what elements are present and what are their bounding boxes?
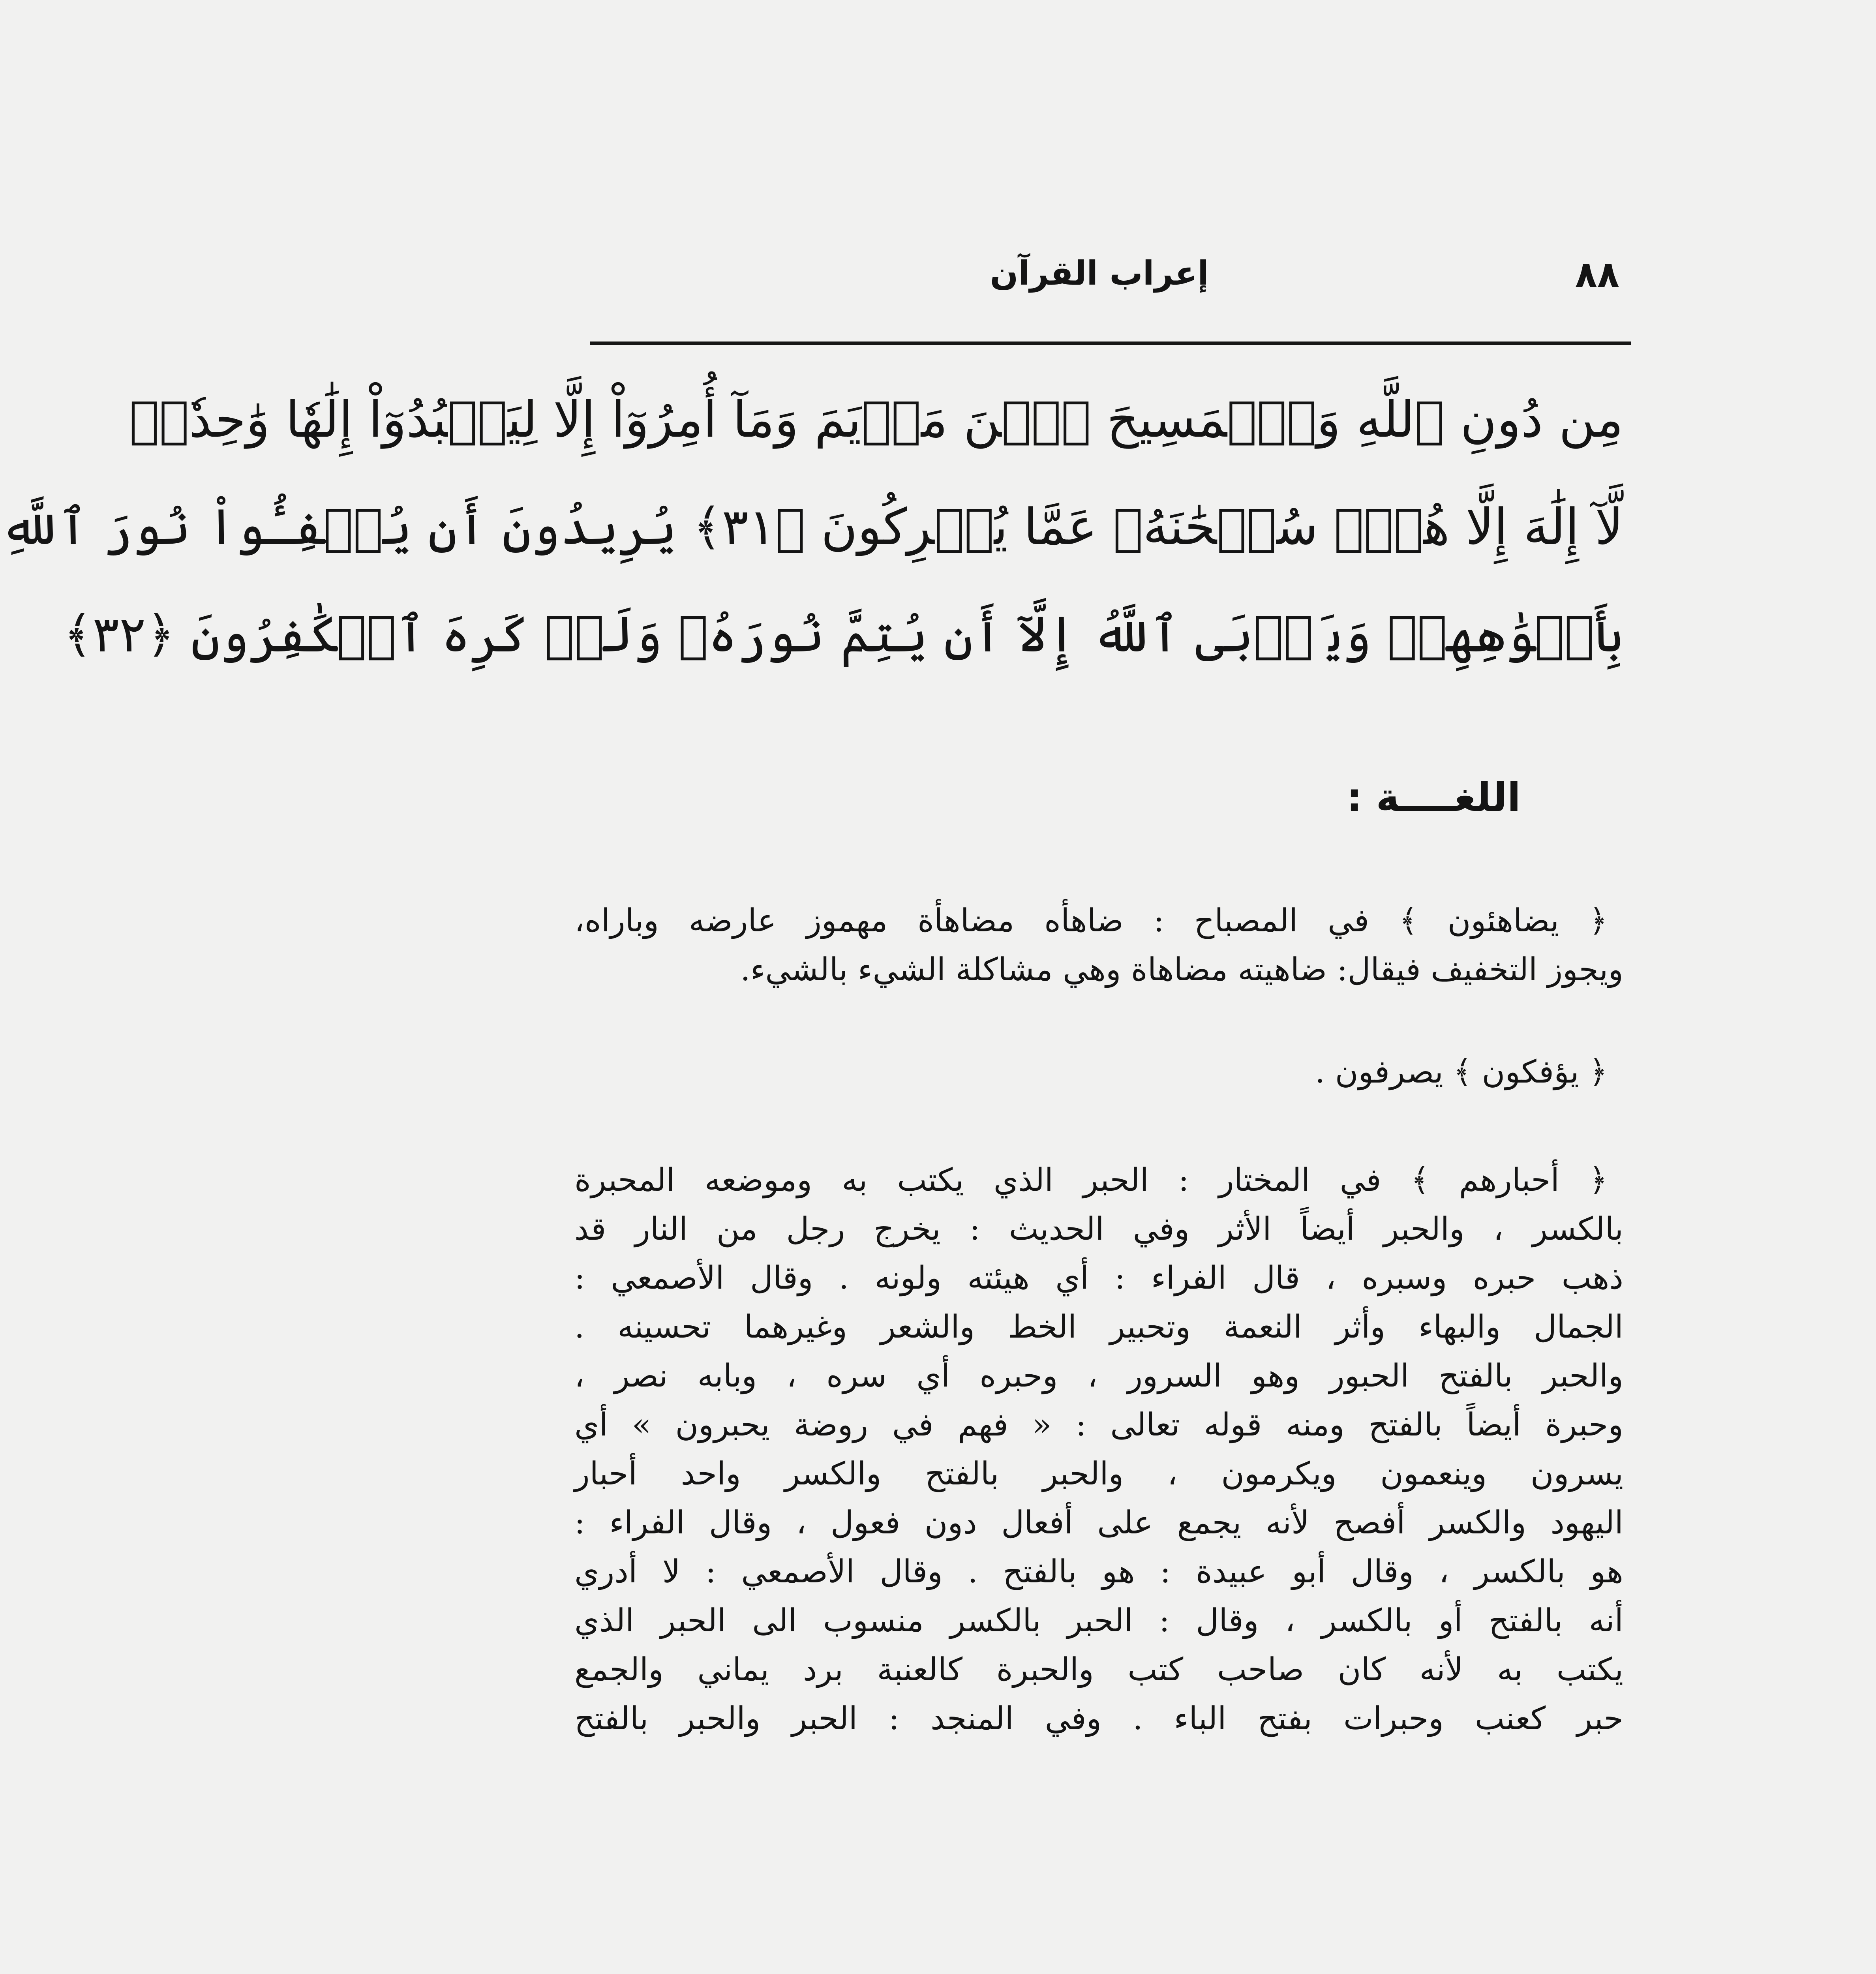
text-line: ﴿ أحبارهم ﴾ في المختار : الحبر الذي يكتب به وموضعه المحبرة <box>574 1162 1608 1198</box>
vocabulary-commentary <box>574 896 1623 1743</box>
text-line: ﴿ يضاهئون ﴾ في المصباح : ضاهأه مضاهأة مهموز عارضه وباراه، <box>574 902 1608 939</box>
text-line: بالكسر ، والحبر أيضاً الأثر وفي الحديث : يخرج رجل من النار قد <box>574 1210 1623 1247</box>
header-divider <box>590 342 1631 345</box>
paragraph-spacer <box>574 1096 1623 1156</box>
quran-line: مِن دُونِ ٱللَّهِ وَٱلۡمَسِيحَ ٱبۡنَ مَرۡيَمَ وَمَآ أُمِرُوٓاْ إِلَّا لِيَعۡبُدُوٓاْ إِلَٰهٗا وَٰحِدٗاۖ <box>129 390 1623 448</box>
text-line: ويجوز التخفيف فيقال: ضاهيته مضاهاة وهي مشاكلة الشيء بالشيء. <box>740 951 1623 988</box>
paragraph-yudahi-un <box>574 896 1623 994</box>
text-line: ﴿ يؤفكون ﴾ يصرفون . <box>1315 1053 1608 1090</box>
page-header <box>594 241 1619 312</box>
page-number: ٨٨ <box>1575 253 1619 296</box>
text-line: والحبر بالفتح الحبور وهو السرور ، وحبره أي سره ، وبابه نصر ، <box>574 1357 1623 1394</box>
text-line: حبر كعنب وحبرات بفتح الباء . وفي المنجد : الحبر والحبر بالفتح <box>574 1700 1623 1737</box>
text-line: يسرون وينعمون ويكرمون ، والحبر بالفتح والكسر واحد أحبار <box>574 1455 1623 1492</box>
text-line: ذهب حبره وسبره ، قال الفراء : أي هيئته ولونه . وقال الأصمعي : <box>574 1259 1623 1296</box>
paragraph-ahbarahum <box>574 1156 1623 1743</box>
quran-verses <box>0 390 1623 717</box>
text-line: هو بالكسر ، وقال أبو عبيدة : هو بالفتح . وقال الأصمعي : لا أدري <box>574 1553 1623 1590</box>
paragraph-yufakun <box>574 1047 1623 1096</box>
text-line: الجمال والبهاء وأثر النعمة وتحبير الخط والشعر وغيرهما تحسينه . <box>574 1308 1623 1345</box>
text-line: اليهود والكسر أفصح لأنه يجمع على أفعال دون فعول ، وقال الفراء : <box>574 1504 1624 1541</box>
paragraph-spacer <box>574 994 1623 1047</box>
section-title: اللغــــة : <box>1346 774 1521 820</box>
text-line: وحبرة أيضاً بالفتح ومنه قوله تعالى : « فهم في روضة يحبرون » أي <box>574 1406 1623 1443</box>
text-line: أنه بالفتح أو بالكسر ، وقال : الحبر بالكسر منسوب الى الحبر الذي <box>574 1602 1623 1639</box>
text-line: يكتب به لأنه كان صاحب كتب والحبرة كالعنبة برد يماني والجمع <box>574 1651 1623 1688</box>
running-title: إعراب القرآن <box>990 254 1209 293</box>
quran-line: بِأَفۡوَٰهِهِمۡ وَيَأۡبَى ٱللَّهُ إِلَّآ أَن يُتِمَّ نُورَهُۥ وَلَوۡ كَرِهَ ٱلۡكَٰفِرُونَ ﴿٣٢﴾ <box>63 605 1623 663</box>
quran-line: لَّآ إِلَٰهَ إِلَّا هُوَۚ سُبۡحَٰنَهُۥ عَمَّا يُشۡرِكُونَ ﴿٣١﴾ يُرِيدُونَ أَن يُطۡفِـُٔواْ نُورَ ٱللَّهِ <box>0 498 1623 556</box>
